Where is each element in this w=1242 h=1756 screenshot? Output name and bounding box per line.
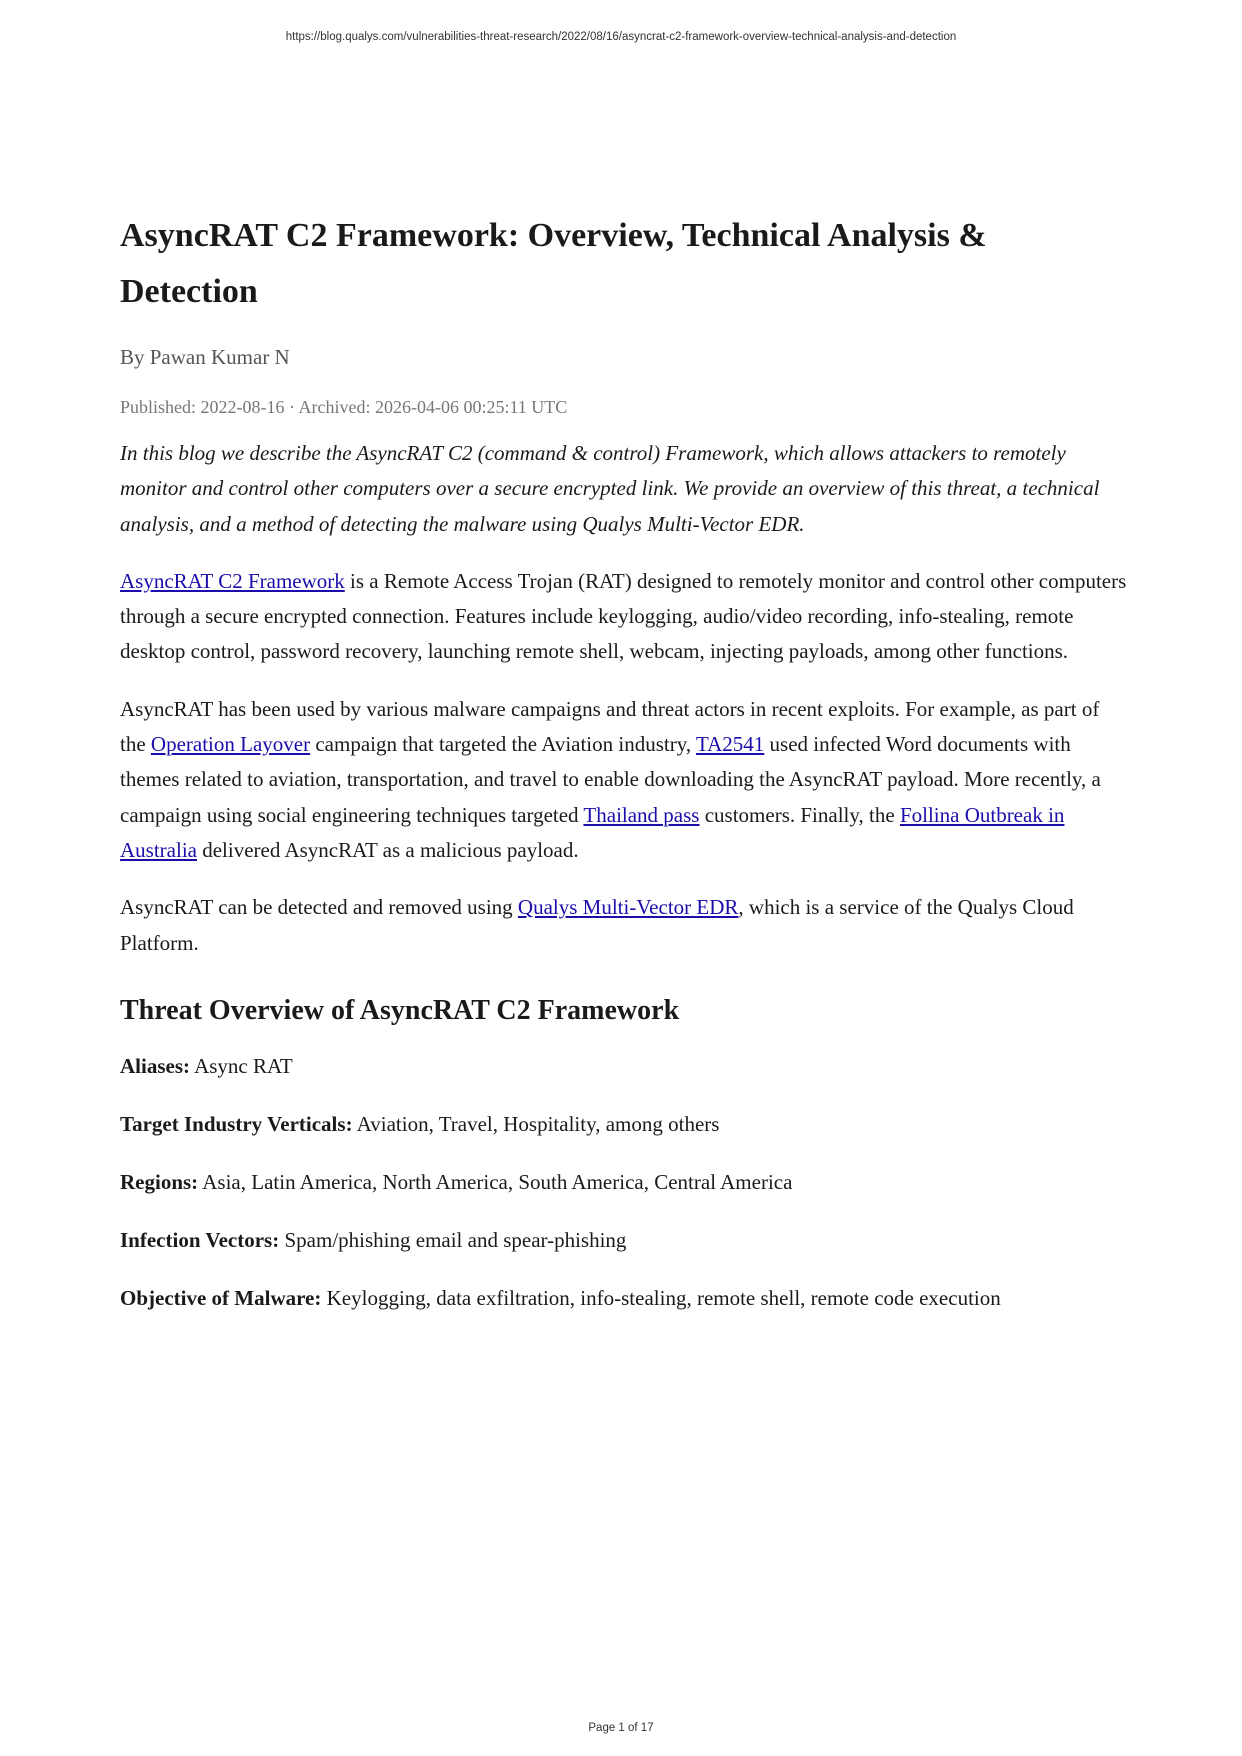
paragraph-text: used infected Word documents with themes related to aviation, transportation, and travel to enable downloading the AsyncRAT payload. More recently, a campaign using social engineering techniques targeted [120,732,1101,827]
operation-layover-link[interactable]: Operation Layover [150,732,311,757]
overview-value: Async RAT [190,1053,293,1078]
overview-label: Regions: [120,1169,199,1194]
overview-objective [120,1283,1130,1313]
paragraph-text: is a Remote Access Trojan (RAT) designed to remotely monitor and control other computers through a secure encrypted connection. Features include keylogging, audio/video recording, info-stealing, remote desktop control, password recovery, launching remote shell, webcam, injecting payloads, among other functions. [120,568,1127,664]
overview-aliases [120,1051,1130,1081]
page-title: AsyncRAT C2 Framework: Overview, Technical Analysis & Detection [120,217,987,310]
asyncrat-framework-link[interactable]: AsyncRAT C2 Framework [120,568,345,593]
publish-meta: Published: 2022-08-16 · Archived: 2026-04-06 00:25:11 UTC [120,397,568,417]
paragraph-text: , which is a service of the Qualys Cloud Platform. [120,895,1074,955]
overview-value: Asia, Latin America, North America, South America, Central America [198,1169,793,1194]
article [120,208,1130,1341]
intro-paragraph: In this blog we describe the AsyncRAT C2 (command & control) Framework, which allows attackers to remotely monitor and control other computers over a secure encrypted link. We provide an overview of this threat, a technical analysis, and a method of detecting the malware using Qualys Multi-Vector EDR. [120,441,1100,536]
overview-value: Aviation, Travel, Hospitality, among others [352,1111,720,1136]
overview-label: Objective of Malware: [120,1285,322,1310]
paragraph-text: delivered AsyncRAT as a malicious payload. [196,837,579,862]
overview-value: Keylogging, data exfiltration, info-stealing, remote shell, remote code execution [321,1285,1001,1310]
paragraph-text: campaign that targeted the Aviation industry, [310,732,696,757]
thailand-pass-link[interactable]: Thailand pass [583,802,700,827]
paragraph-text: customers. Finally, the [699,802,900,827]
overview-label: Target Industry Verticals: [120,1111,353,1136]
page-number: Page 1 of 17 [588,1722,654,1734]
paragraph-text: AsyncRAT has been used by various malware campaigns and threat actors in recent exploits. For example, as part of the [120,696,1100,757]
paragraph-3 [120,890,1130,961]
overview-label: Infection Vectors: [120,1227,280,1252]
overview-value: Spam/phishing email and spear-phishing [279,1227,627,1252]
paragraph-1 [120,564,1130,670]
ta2541-link[interactable]: TA2541 [695,732,765,757]
paragraph-2 [120,692,1130,868]
overview-label: Aliases: [120,1053,190,1078]
overview-infection-vectors [120,1225,1130,1255]
follina-outbreak-link[interactable]: Follina Outbreak in Australia [120,802,1065,862]
overview-regions [120,1167,1130,1197]
section-heading: Threat Overview of AsyncRAT C2 Framework [120,994,680,1026]
author-byline: By Pawan Kumar N [120,345,290,369]
source-url: https://blog.qualys.com/vulnerabilities-threat-research/2022/08/16/asyncrat-c2-framework-overview-technical-analysis-and-detection [285,31,957,43]
qualys-edr-link[interactable]: Qualys Multi-Vector EDR [517,895,739,920]
overview-target-industry [120,1109,1130,1139]
paragraph-text: AsyncRAT can be detected and removed using [120,895,518,920]
